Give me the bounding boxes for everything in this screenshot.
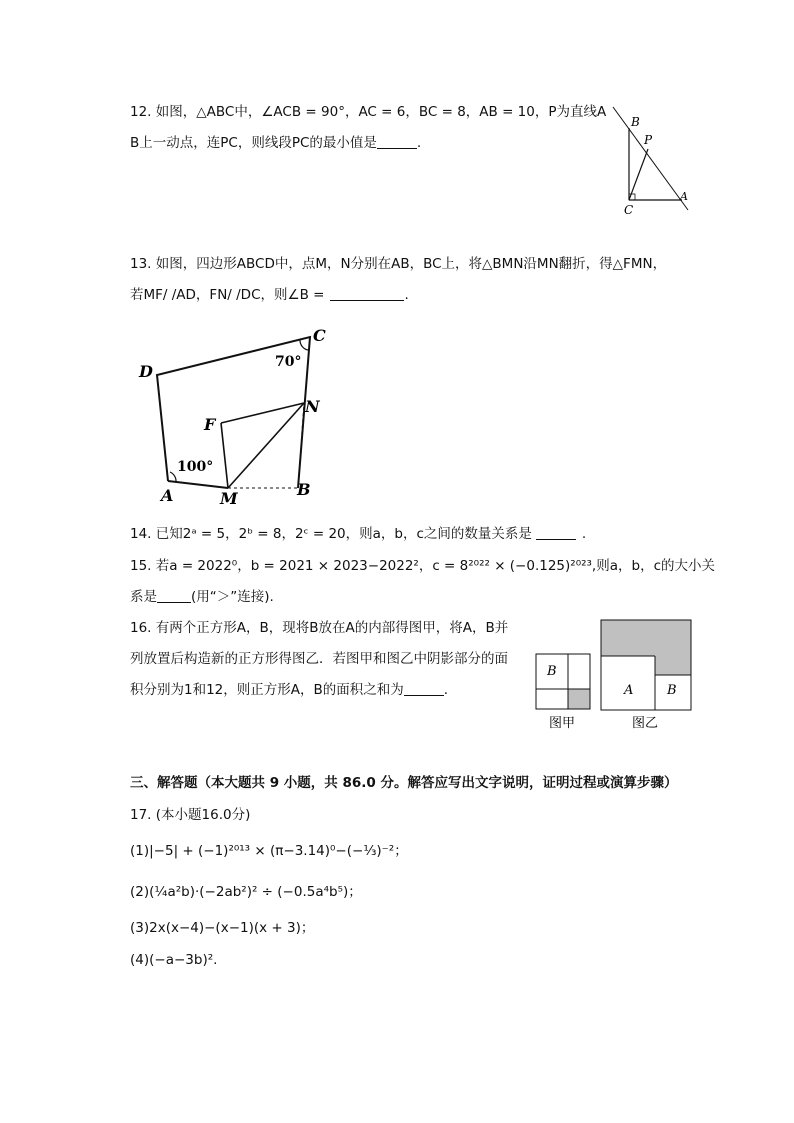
q17-header: 17. (本小题16.0分) bbox=[130, 807, 251, 823]
label-angle-c: 70° bbox=[275, 354, 302, 370]
label-B: B bbox=[631, 115, 640, 129]
q13-line2: 若MF/ /AD，FN/ /DC，则∠B = . bbox=[130, 287, 409, 303]
q15-line1: 15. 若a = 2022⁰，b = 2021 × 2023−2022²，c = 8²⁰²² × (−0.125)²⁰²³,则a，b，c的大小关 bbox=[130, 558, 715, 574]
caption-jia: 图甲 bbox=[549, 716, 576, 731]
label-M: M bbox=[220, 489, 238, 508]
label-angle-a: 100° bbox=[177, 459, 214, 475]
q15-line2: 系是 (用“＞”连接). bbox=[130, 589, 274, 605]
label-N: N bbox=[305, 397, 320, 416]
q16-line2: 列放置后构造新的正方形得图乙．若图甲和图乙中阴影部分的面 bbox=[130, 651, 508, 667]
q17-part1: (1)|−5| + (−1)²⁰¹³ × (π−3.14)⁰−(−⅓)⁻²； bbox=[130, 843, 408, 859]
label-P: P bbox=[644, 133, 653, 147]
label-B: B bbox=[297, 480, 311, 499]
label-C: C bbox=[313, 326, 326, 345]
label-D: D bbox=[139, 362, 153, 381]
q12-line2: B上一动点，连PC，则线段PC的最小值是 . bbox=[130, 135, 422, 151]
q12-line1: 12. 如图，△ABC中，∠ACB = 90°，AC = 6，BC = 8，AB = 10，P为直线A bbox=[130, 104, 607, 120]
caption-yi: 图乙 bbox=[632, 716, 659, 731]
q13-line1: 13. 如图，四边形ABCD中，点M，N分别在AB，BC上，将△BMN沿MN翻折，得△FMN， bbox=[130, 256, 667, 272]
label-C: C bbox=[624, 203, 634, 217]
section-title: 三、解答题（本大题共 9 小题，共 86.0 分。解答应写出文字说明，证明过程或演算步骤） bbox=[130, 775, 678, 791]
q17-part2: (2)(¼a²b)·(−2ab²)² ÷ (−0.5a⁴b⁵)； bbox=[130, 884, 362, 900]
q14: 14. 已知2ᵃ = 5，2ᵇ = 8，2ᶜ = 20，则a，b，c之间的数量关系是 . bbox=[130, 526, 587, 542]
label-A: A bbox=[680, 190, 688, 203]
yi-label-A: A bbox=[624, 683, 634, 698]
label-F: F bbox=[204, 415, 216, 434]
label-A: A bbox=[161, 486, 174, 505]
yi-label-B: B bbox=[667, 683, 677, 698]
jia-label-B: B bbox=[547, 664, 557, 679]
q17-part3: (3)2x(x−4)−(x−1)(x + 3)； bbox=[130, 920, 315, 936]
q17-part4: (4)(−a−3b)². bbox=[130, 952, 218, 968]
q16-line3: 积分别为1和12，则正方形A，B的面积之和为 . bbox=[130, 682, 449, 698]
q16-line1: 16. 有两个正方形A，B，现将B放在A的内部得图甲，将A，B并 bbox=[130, 620, 509, 636]
